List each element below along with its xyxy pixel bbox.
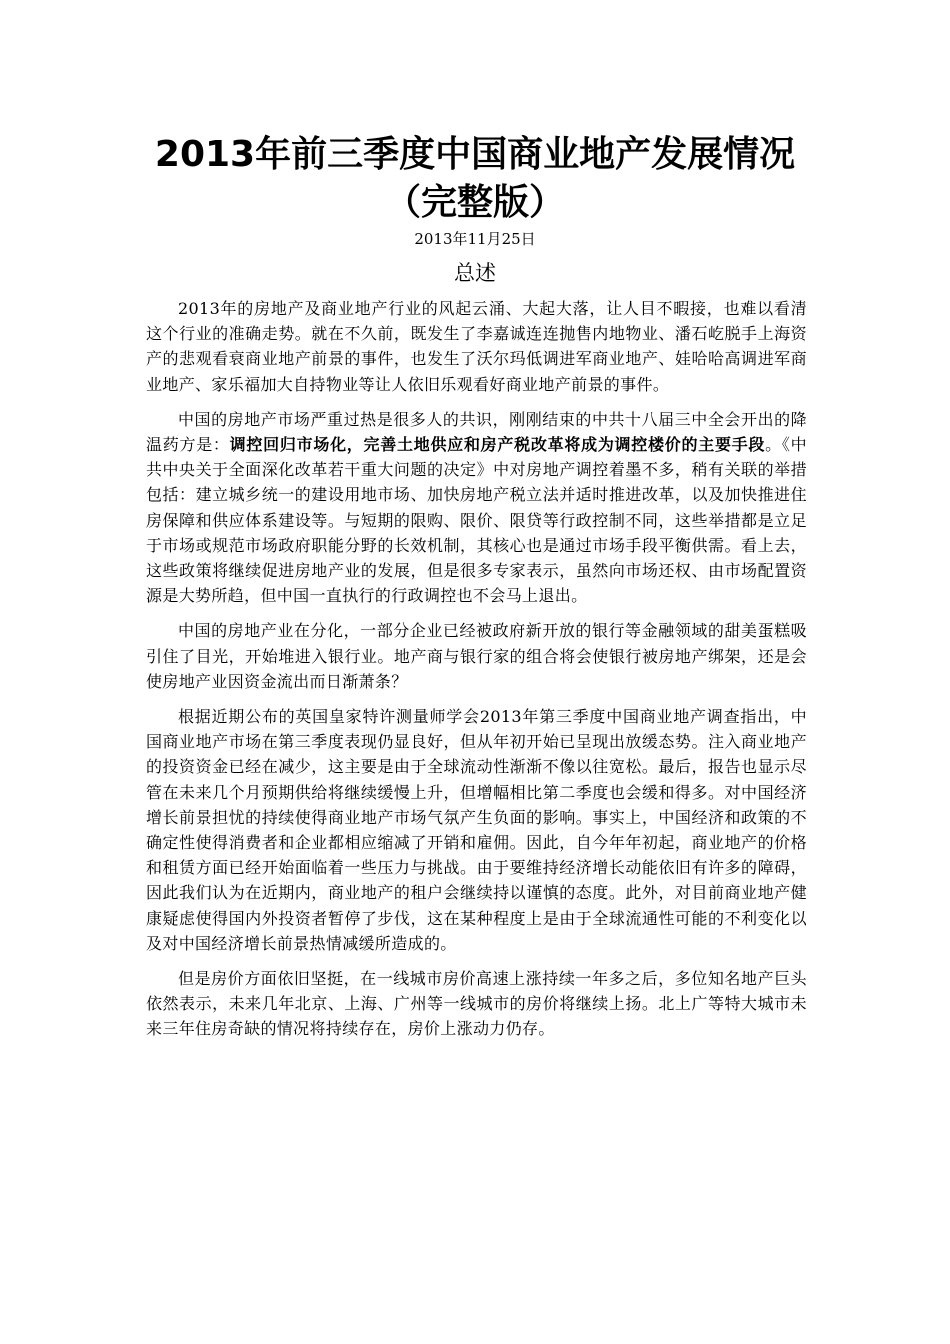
paragraph-5: 但是房价方面依旧坚挺，在一线城市房价高速上涨持续一年多之后，多位知名地产巨头依然表示，未来几年北京、上海、广州等一线城市的房价将继续上扬。北上广等特大城市未来三年住房奇缺的情况将持续存在，房价上涨动力仍存。 [146, 969, 807, 1039]
paragraph-2-bold-text: 调控回归市场化，完善土地供应和房产税改革将成为调控楼价的主要手段 [229, 435, 766, 455]
paragraph-2-text-before: 中国的房地产市场严重过热是很多人的共识，刚刚结束的中共十八届三中全会开出的降温药方是： [146, 409, 807, 455]
section-heading-summary: 总述 [454, 261, 496, 285]
paragraph-1: 2013年的房地产及商业地产行业的风起云涌、大起大落，让人目不暇接，也难以看清这个行业的准确走势。就在不久前，既发生了李嘉诚连连抛售内地物业、潘石屹脱手上海资产的悲观看衰商业地产前景的事件，也发生了沃尔玛低调进军商业地产、娃哈哈高调进军商业地产、家乐福加大自持物业等让人依旧乐观看好商业地产前景的事件。 [146, 299, 807, 394]
paragraph-3: 中国的房地产业在分化，一部分企业已经被政府新开放的银行等金融领域的甜美蛋糕吸引住了目光，开始堆进入银行业。地产商与银行家的组合将会使银行被房地产绑架，还是会使房地产业因资金流出而日渐萧条？ [146, 621, 807, 691]
paragraph-4: 根据近期公布的英国皇家特许测量师学会2013年第三季度中国商业地产调查指出，中国商业地产市场在第三季度表现仍显良好，但从年初开始已呈现出放缓态势。注入商业地产的投资资金已经在减少，这主要是由于全球流动性渐渐不像以往宽松。最后，报告也显示尽管在未来几个月预期供给将继续缓慢上升，但增幅相比第二季度也会缓和得多。对中国经济增长前景担忧的持续使得商业地产市场气氛产生负面的影响。事实上，中国经济和政策的不确定性使得消费者和企业都相应缩减了开销和雇佣。因此，自今年年初起，商业地产的价格和租赁方面已经开始面临着一些压力与挑战。由于要维持经济增长动能依旧有许多的障碍，因此我们认为在近期内，商业地产的租户会继续持以谨慎的态度。此外，对目前商业地产健康疑虑使得国内外投资者暂停了步伐，这在某种程度上是由于全球流通性可能的不利变化以及对中国经济增长前景热情减缓所造成的。 [146, 707, 807, 953]
document-title-line-2: （完整版） [384, 182, 565, 223]
document-date: 2013年11月25日 [414, 230, 536, 248]
document-title-line-1: 2013年前三季度中国商业地产发展情况 [154, 134, 796, 175]
paragraph-2-text-after: 。《中共中央关于全面深化改革若干重大问题的决定》中对房地产调控着墨不多，稍有关联的举措包括：建立城乡统一的建设用地市场、加快房地产税立法并适时推进改革，以及加快推进住房保障和供应体系建设等。与短期的限购、限价、限贷等行政控制不同，这些举措都是立足于市场或规范市场政府职能分野的长效机制，其核心也是通过市场手段平衡供需。看上去，这些政策将继续促进房地产业的发展，但是很多专家表示，虽然向市场还权、由市场配置资源是大势所趋，但中国一直执行的行政调控也不会马上退出。 [146, 435, 807, 606]
paragraph-2 [146, 407, 807, 609]
document-body [146, 296, 807, 1052]
